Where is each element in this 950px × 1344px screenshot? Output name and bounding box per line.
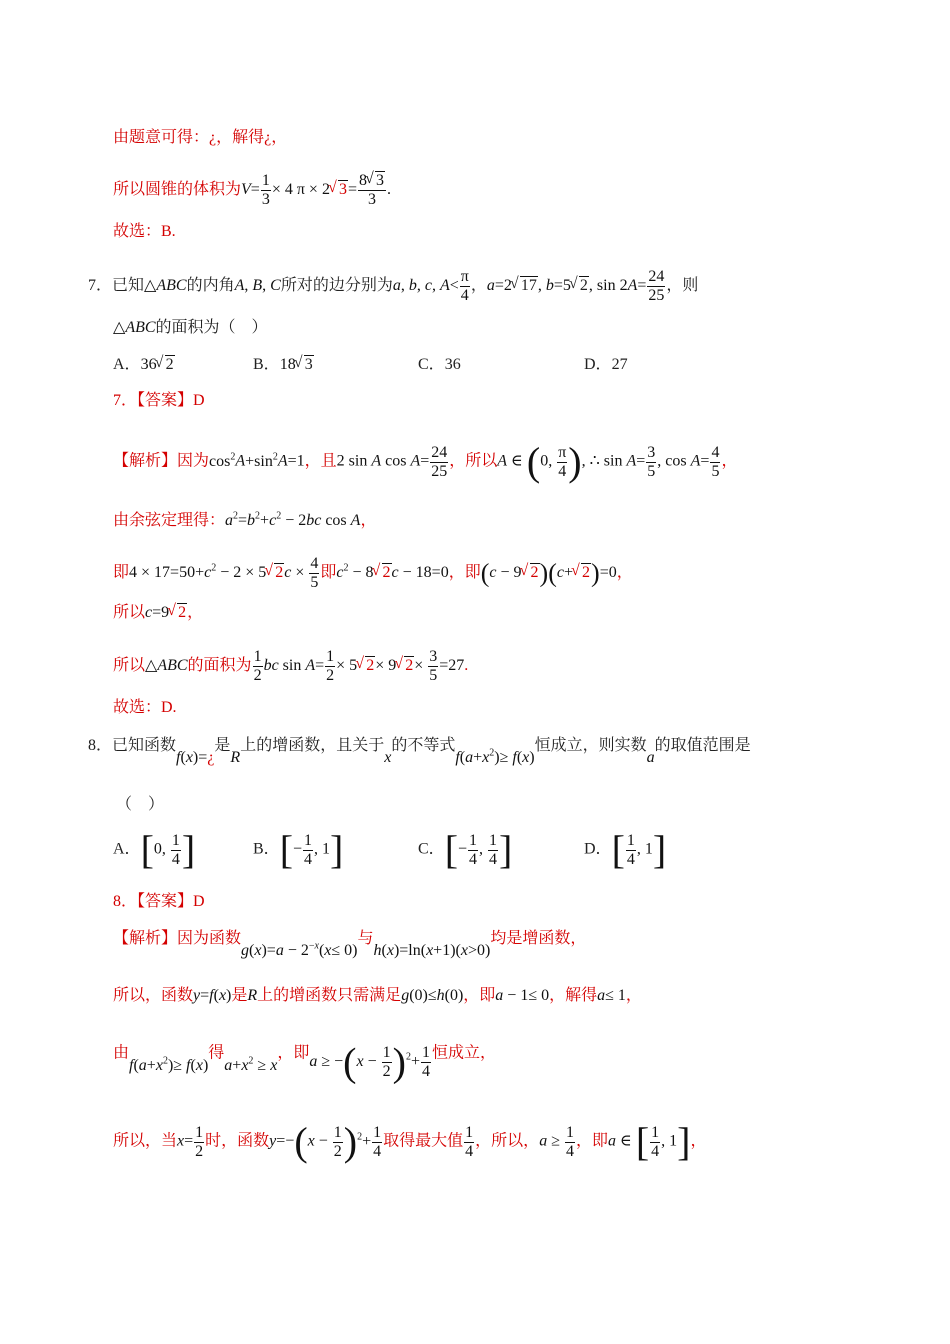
option-value: 18 bbox=[279, 356, 296, 373]
option-value: 27 bbox=[611, 356, 628, 373]
answer8-text: 得 bbox=[208, 1044, 225, 1062]
option-label: A． bbox=[113, 356, 141, 373]
question8-option-d[interactable]: D．[ $\frac{1}{4}$ , 1] bbox=[584, 827, 667, 872]
question7-text: ，则 bbox=[666, 277, 699, 295]
answer8-line3: 由$f(a+x^2)\ge f(x)$得$a+x^2 \ge x$，即a ≥ −(x − $\frac{1}{2}$ )$^2$+ $\frac{1}{4}$ 恒成立， bbox=[113, 1039, 496, 1084]
answer7-line5: 所以△ABC的面积为 $\frac{1}{2}$ bc sin A= $\frac{1}{2}$ × 5√ 2× 9√ 2× $\frac{3}{5}$ =27. bbox=[113, 648, 468, 685]
question7-option-a[interactable]: A．36√ 2 bbox=[113, 355, 175, 375]
solution6-volume-text: 所以圆锥的体积为 bbox=[113, 181, 242, 199]
answer7-line2: 由余弦定理得：$a^2=b^2+c^2 - 2bc$ cos A， bbox=[113, 510, 377, 529]
answer8-line1: 【解析】因为函数$g(x)=a - 2^{-x}(x\le 0)$与h(x)=ln(x+1)(x>0)均是增函数， bbox=[113, 930, 587, 959]
answer8-text: 均是增函数， bbox=[490, 930, 587, 947]
answer8-text: ，所以， bbox=[475, 1132, 540, 1150]
answer8-text: 时，函数 bbox=[205, 1132, 270, 1150]
answer8-line4: 所以，当x= $\frac{1}{2}$ 时，函数y=−(x − $\frac{1}{2}$ )$^2$+ $\frac{1}{4}$ 取得最大值 $\frac{1}{4}$ ，所以，a ≥ $\frac{1}{4}$ ，即a ∈ [ $\frac{1}{4}$ , 1]， bbox=[113, 1119, 707, 1164]
answer7-text: ，且 bbox=[304, 452, 337, 470]
option-label: D． bbox=[584, 840, 612, 858]
answer7-text: 【解析】因为 bbox=[113, 452, 210, 470]
option-label: B． bbox=[253, 840, 280, 858]
question8-option-c[interactable]: C．[− $\frac{1}{4}$ , $\frac{1}{4}$ ] bbox=[418, 827, 513, 872]
question7-text: 已知 bbox=[112, 277, 145, 295]
answer8-text: 与 bbox=[357, 930, 374, 947]
question7-line1: 7．已知△ABC的内角A, B, C所对的边分别为a, b, c, A< $\frac{\pi}{4}$ ，a=2√ 17, b=5√ 2, sin 2A= $\frac{24}{25}$ ，则 bbox=[88, 268, 698, 305]
answer8-text: 由 bbox=[113, 1044, 130, 1062]
question7-text: 的内角 bbox=[186, 277, 235, 295]
question8-option-a[interactable]: A．[0, $\frac{1}{4}$ ] bbox=[113, 827, 196, 872]
answer8-text: 取得最大值 bbox=[383, 1132, 464, 1150]
answer8-text: 上的增函数只需满足 bbox=[257, 987, 402, 1004]
answer7-text: 由余弦定理得： bbox=[113, 512, 226, 529]
question8-text: 的取值范围是 bbox=[654, 737, 751, 754]
option-value: 36 bbox=[140, 356, 157, 373]
answer8-text: ，即 bbox=[277, 1044, 310, 1062]
question8-text: 是 bbox=[214, 737, 231, 754]
question8-option-b[interactable]: B．[− $\frac{1}{4}$ , 1] bbox=[253, 827, 344, 872]
option-label: C． bbox=[418, 356, 445, 373]
answer7-line1: 【解析】因为$\cos^2A+\sin^2A=1$，且2 sin A cos A= $\frac{24}{25}$ ，所以A ∈ (0, $\frac{\pi}{4}$ ), ∴ sin A= $\frac{3}{5}$ , cos A= $\frac{4}{5}$ ， bbox=[113, 439, 738, 484]
answer7-line3: 即$4 \times 17=50+c^2 - 2 \times 5√$ 2c × $\frac{4}{5}$ 即$c^2 - 8√$ 2c − 18=0，即(c − 9√ 2)(c+√ 2)=0， bbox=[113, 555, 633, 592]
answer7-label: 7．【答案】D bbox=[113, 392, 205, 409]
solution6-line1 bbox=[113, 128, 287, 148]
answer7-text: ，所以 bbox=[449, 452, 498, 470]
solution6-answer: 故选：B. bbox=[113, 223, 176, 240]
answer8-text: ，即 bbox=[463, 987, 496, 1004]
answer8-text: 恒成立， bbox=[431, 1044, 496, 1062]
question8-line1: 8．已知函数f(x)=¿是R上的增函数，且关于x的不等式$f(a+x^2)\ge f(x)$恒成立，则实数a的取值范围是 bbox=[88, 737, 751, 766]
question8-number: 8． bbox=[88, 737, 113, 754]
question7-option-d[interactable] bbox=[584, 355, 628, 375]
answer7-conclusion: 故选：D. bbox=[113, 699, 177, 716]
question8-text: 恒成立，则实数 bbox=[534, 737, 647, 754]
answer7-text: ，即 bbox=[448, 564, 481, 582]
answer8-text: 所以，函数 bbox=[113, 987, 194, 1004]
answer8-text: 所以，当 bbox=[113, 1132, 178, 1150]
answer8-label: 8．【答案】D bbox=[113, 893, 205, 910]
answer7-line4: 所以c=9√ 2， bbox=[113, 603, 203, 623]
answer8-text: ，解得 bbox=[549, 987, 598, 1004]
question8-line2: （ ） bbox=[116, 796, 165, 813]
question7-line2: △ABC的面积为（ ） bbox=[113, 319, 268, 336]
question8-text: 已知函数 bbox=[112, 737, 177, 754]
option-label: B． bbox=[253, 356, 280, 373]
option-label: D． bbox=[584, 356, 612, 373]
question8-text: 上的增函数，且关于 bbox=[240, 737, 385, 754]
question7-text: 所对的边分别为 bbox=[280, 277, 393, 295]
answer8-text: ，即 bbox=[575, 1132, 608, 1150]
question7-option-c[interactable] bbox=[418, 355, 461, 375]
question7-number: 7． bbox=[88, 277, 113, 295]
answer8-text: 是 bbox=[231, 987, 248, 1004]
answer8-line2: 所以，函数y=f(x)是R上的增函数只需满足g(0)≤h(0)，即a − 1≤ 0，解得a≤ 1， bbox=[113, 987, 642, 1004]
option-label: C． bbox=[418, 840, 445, 858]
question8-text: 的不等式 bbox=[391, 737, 456, 754]
answer8-text: 【解析】因为函数 bbox=[113, 930, 242, 947]
question7-text: 的面积为（ ） bbox=[155, 319, 268, 336]
solution6-text: 由题意可得：¿，解得¿， bbox=[113, 129, 288, 146]
answer7-text: 所以 bbox=[113, 657, 146, 675]
option-value: 36 bbox=[444, 356, 461, 373]
question7-option-b[interactable]: B．18√ 3 bbox=[253, 355, 314, 375]
answer7-text: 所以 bbox=[113, 604, 146, 621]
option-label: A． bbox=[113, 840, 141, 858]
answer7-text: 即 bbox=[320, 564, 337, 582]
answer7-text: 即 bbox=[113, 564, 130, 582]
answer7-text: 的面积为 bbox=[187, 657, 252, 675]
solution6-volume-line: 所以圆锥的体积为V= $\frac{1}{3}$ × 4 π × 2√ 3= $\frac{8√ 3}{3}$ . bbox=[113, 172, 391, 209]
